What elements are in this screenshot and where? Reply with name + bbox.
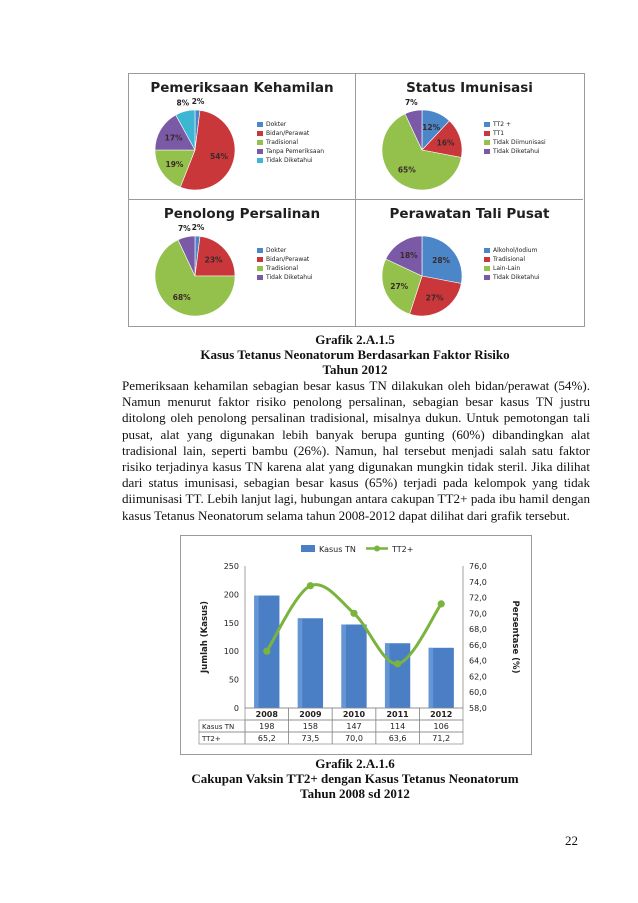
- pie-slice-label: 16%: [436, 138, 455, 148]
- x-tick-label: 2012: [430, 710, 453, 719]
- table-value: 73,5: [301, 734, 320, 743]
- legend-swatch: [257, 275, 263, 280]
- legend-swatch: [257, 140, 263, 145]
- table-value: 114: [389, 722, 406, 731]
- legend-swatch: [257, 248, 263, 253]
- legend-label: Bidan/Perawat: [266, 130, 310, 137]
- combo-chart-tt2-kasus-tn: [180, 535, 532, 755]
- pie-chart-pemeriksaan-kehamilan: [129, 74, 356, 200]
- combo-chart-svg: [181, 536, 531, 754]
- bar-highlight: [385, 643, 390, 708]
- legend-marker-tt2: [374, 546, 380, 552]
- legend-item: [257, 147, 324, 156]
- y-axis-title: Jumlah (Kasus): [200, 601, 210, 673]
- y-tick-label: 0: [233, 704, 239, 713]
- table-row-label: TT2+: [202, 735, 221, 743]
- pie-slice-label: 27%: [425, 293, 444, 303]
- figure-caption-2a16: [120, 756, 590, 801]
- line-point-tt2: [307, 582, 314, 589]
- legend-item: [484, 264, 540, 273]
- pie-legend: [257, 120, 324, 165]
- body-paragraph: Pemeriksaan kehamilan sebagian besar kasus TN dilakukan oleh bidan/perawat (54%). Namun menurut faktor risiko penolong persalinan, sebagian besar kasus TN justru ditolong oleh penolong persalinan tradisional, misalnya dukun. Untuk pemotongan tali pusat, alat yang digunakan lebih banyak berupa gunting (60%) dibandingkan alat tradisional lain, seperti bambu (26%). Namun, hal tersebut menjadi salah satu faktor risiko terjadinya kasus TN karena alat yang digunakan mungkin tidak steril. Jika dilihat dari status imunisasi, sebagian besar kasus (65%) terjadi pada kelompok yang tidak diimunisasi TT. Lebih lanjut lagi, hubungan antara cakupan TT2+ pada ibu hamil dengan kasus Tetanus Neonatorum selama tahun 2008-2012 dapat dilihat dari grafik tersebut.: [122, 378, 590, 523]
- legend-label: Alkohol/Iodium: [493, 247, 538, 254]
- legend-item: [484, 147, 546, 156]
- legend-label: TT1: [493, 130, 505, 137]
- legend-swatch: [257, 131, 263, 136]
- legend-label: Dokter: [266, 121, 287, 128]
- legend-label: Tidak Diketahui: [266, 274, 313, 281]
- pie-slice-label: 7%: [177, 224, 191, 234]
- legend-swatch: [484, 257, 490, 262]
- pie-slice-label: 28%: [432, 256, 451, 266]
- legend-swatch: [257, 122, 263, 127]
- y2-tick-label: 64,0: [469, 656, 487, 666]
- bar-highlight: [298, 618, 303, 708]
- y2-tick-label: 72,0: [469, 593, 487, 603]
- legend-item: [257, 156, 324, 165]
- legend-label: TT2+: [392, 545, 414, 554]
- legend-item: [257, 246, 313, 255]
- y2-tick-label: 70,0: [469, 609, 487, 619]
- legend-label: Tradisional: [266, 265, 299, 272]
- legend-label: Tradisional: [266, 139, 299, 146]
- pie-slice-label: 27%: [390, 281, 409, 291]
- caption-title: Cakupan Vaksin TT2+ dengan Kasus Tetanus Neonatorum: [191, 771, 519, 786]
- y2-axis-title: Persentase (%): [510, 600, 520, 674]
- y-tick-label: 250: [223, 562, 239, 571]
- legend-item: [257, 129, 324, 138]
- bar-highlight: [254, 596, 259, 708]
- legend-label: Tidak Diimunisasi: [493, 139, 546, 146]
- legend-item: [484, 246, 540, 255]
- pie-slice-label: 18%: [399, 251, 418, 261]
- legend-swatch: [257, 158, 263, 163]
- legend-item: [484, 138, 546, 147]
- legend-swatch: [257, 257, 263, 262]
- pie-slice-label: 12%: [422, 122, 441, 132]
- legend-item: [257, 138, 324, 147]
- pie-chart-penolong-persalinan: [129, 200, 356, 326]
- pie-slice-label: 2%: [191, 97, 205, 107]
- legend-swatch-kasus-tn: [301, 545, 315, 552]
- bar-highlight: [341, 625, 346, 708]
- caption-year: Tahun 2012: [322, 362, 388, 377]
- legend-swatch: [484, 131, 490, 136]
- pie-slice-label: 23%: [204, 255, 223, 265]
- table-value: 70,0: [345, 734, 363, 743]
- x-tick-label: 2011: [386, 710, 409, 719]
- pie-legend: [484, 246, 540, 282]
- pie-title: Penolong Persalinan: [163, 206, 321, 222]
- y2-tick-label: 60,0: [469, 688, 487, 698]
- pie-chart-perawatan-tali-pusat: [356, 200, 583, 326]
- y-tick-label: 50: [228, 675, 239, 685]
- legend-label: Dokter: [266, 247, 287, 254]
- pie-title: Pemeriksaan Kehamilan: [150, 80, 334, 96]
- pie-chart-status-imunisasi: [356, 74, 583, 200]
- pie-slice-label: 17%: [164, 133, 183, 143]
- legend-swatch: [257, 149, 263, 154]
- figure-caption-2a15: [120, 332, 590, 377]
- legend-item: [484, 120, 546, 129]
- caption-number: Grafik 2.A.1.6: [315, 756, 395, 771]
- pie-slice-label: 7%: [404, 98, 418, 108]
- y2-tick-label: 58,0: [469, 704, 487, 713]
- legend-swatch: [484, 275, 490, 280]
- table-row-label: Kasus TN: [202, 723, 235, 731]
- line-point-tt2: [438, 600, 445, 607]
- table-value: 71,2: [432, 734, 451, 743]
- legend-item: [257, 255, 313, 264]
- legend-item: [484, 273, 540, 282]
- pie-legend: [484, 120, 546, 156]
- table-value: 158: [302, 722, 319, 731]
- line-point-tt2: [394, 660, 401, 667]
- legend-swatch: [257, 266, 263, 271]
- page-number: 22: [565, 833, 578, 848]
- pie-slice-label: 19%: [165, 159, 184, 169]
- legend-label: Tanpa Pemeriksaan: [266, 148, 325, 155]
- pie-title: Status Imunisasi: [406, 80, 533, 96]
- pie-slice-label: 65%: [397, 165, 416, 175]
- pie-title: Perawatan Tali Pusat: [389, 206, 550, 222]
- legend-item: [484, 129, 546, 138]
- legend-item: [484, 255, 540, 264]
- table-value: 65,2: [257, 734, 276, 743]
- legend-label: Kasus TN: [319, 545, 356, 554]
- table-value: 147: [346, 722, 362, 731]
- legend-item: [257, 120, 324, 129]
- y-tick-label: 200: [223, 590, 239, 600]
- y2-tick-label: 76,0: [469, 562, 487, 571]
- pie-slice-label: 68%: [172, 292, 191, 302]
- line-point-tt2: [350, 610, 357, 617]
- legend-swatch: [484, 266, 490, 271]
- y2-tick-label: 66,0: [469, 640, 487, 650]
- risk-factor-pie-panel: [128, 73, 585, 327]
- caption-title: Kasus Tetanus Neonatorum Berdasarkan Faktor Risiko: [200, 347, 510, 362]
- legend-label: Tidak Diketahui: [493, 148, 540, 155]
- legend-label: Lain-Lain: [493, 265, 521, 272]
- legend-swatch: [484, 140, 490, 145]
- x-tick-label: 2009: [299, 710, 322, 719]
- table-value: 106: [433, 722, 449, 731]
- x-tick-label: 2010: [342, 710, 366, 719]
- x-tick-label: 2008: [255, 710, 278, 719]
- legend-label: TT2 +: [493, 121, 511, 128]
- y-tick-label: 150: [223, 618, 239, 628]
- y2-tick-label: 62,0: [469, 672, 487, 682]
- y-tick-label: 100: [223, 647, 239, 657]
- legend-label: Tidak Diketahui: [493, 274, 540, 281]
- pie-legend: [257, 246, 313, 282]
- bar-highlight: [429, 648, 434, 708]
- pie-slice-label: 54%: [210, 152, 228, 162]
- legend-label: Bidan/Perawat: [266, 256, 310, 263]
- legend-label: Tradisional: [493, 256, 526, 263]
- legend-swatch: [484, 149, 490, 154]
- caption-year: Tahun 2008 sd 2012: [300, 786, 410, 801]
- legend-swatch: [484, 122, 490, 127]
- legend-label: Tidak Diketahui: [266, 157, 313, 164]
- legend-item: [257, 273, 313, 282]
- y2-tick-label: 74,0: [469, 577, 487, 587]
- table-value: 198: [259, 722, 275, 731]
- pie-slice-label: 2%: [191, 223, 205, 233]
- pie-slice-label: 8%: [176, 98, 190, 108]
- y2-tick-label: 68,0: [469, 625, 487, 635]
- caption-number: Grafik 2.A.1.5: [315, 332, 395, 347]
- legend-swatch: [484, 248, 490, 253]
- legend-item: [257, 264, 313, 273]
- table-value: 63,6: [388, 734, 407, 743]
- line-point-tt2: [263, 648, 270, 655]
